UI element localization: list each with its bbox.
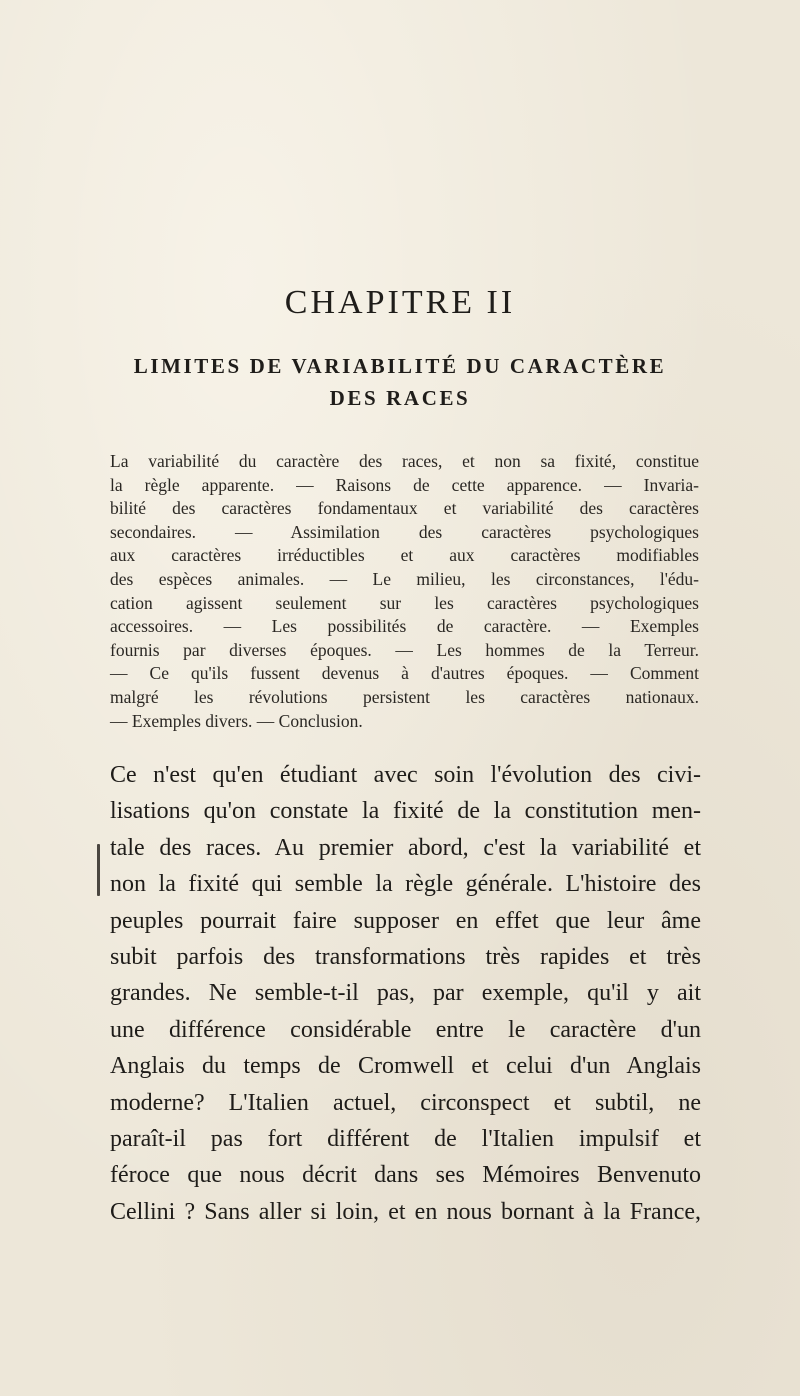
summary-line: — Exemples divers. — Conclusion. (110, 710, 363, 731)
body-line: moderne? L'Italien actuel, circonspect et subtil, ne (110, 1089, 701, 1116)
body-line: une différence considérable entre le caractère d'un (110, 1016, 701, 1043)
body-line: grandes. Ne semble-t-il pas, par exemple, qu'il y ait (110, 980, 701, 1007)
chapter-summary (110, 450, 699, 733)
body-line: Cellini ? Sans aller si loin, et en nous bornant à la France, (110, 1198, 701, 1225)
body-line: féroce que nous décrit dans ses Mémoires Benvenuto (110, 1162, 701, 1189)
body-line: lisations qu'on constate la fixité de la constitution men- (110, 798, 701, 825)
summary-line: cation agissent seulement sur les caractères psychologiques (110, 592, 699, 613)
summary-line: malgré les révolutions persistent les caractères nationaux. (110, 686, 699, 707)
body-line: subit parfois des transformations très rapides et très (110, 943, 701, 970)
chapter-title-line-2: DES RACES (329, 386, 471, 410)
summary-line: aux caractères irréductibles et aux caractères modifiables (110, 545, 699, 566)
summary-line: — Ce qu'ils fussent devenus à d'autres époques. — Comment (110, 663, 699, 684)
body-line: paraît-il pas fort différent de l'Italien impulsif et (110, 1125, 701, 1152)
body-line: Ce n'est qu'en étudiant avec soin l'évolution des civi- (110, 762, 701, 788)
body-line: Anglais du temps de Cromwell et celui d'un Anglais (110, 1053, 701, 1080)
body-line: peuples pourrait faire supposer en effet que leur âme (110, 907, 701, 934)
summary-line: la règle apparente. — Raisons de cette apparence. — Invaria- (110, 474, 699, 495)
body-line: tale des races. Au premier abord, c'est la variabilité et (110, 834, 701, 861)
summary-line: des espèces animales. — Le milieu, les circonstances, l'édu- (110, 568, 699, 589)
summary-line: secondaires. — Assimilation des caractères psychologiques (110, 521, 699, 542)
summary-line: accessoires. — Les possibilités de caractère. — Exemples (110, 616, 699, 637)
body-paragraph (110, 757, 701, 1230)
summary-line: fournis par diverses époques. — Les hommes de la Terreur. (110, 639, 699, 660)
summary-line: La variabilité du caractère des races, et non sa fixité, constitue (110, 451, 699, 471)
margin-mark (97, 844, 100, 896)
body-line: non la fixité qui semble la règle générale. L'histoire des (110, 871, 701, 898)
chapter-title-line-1: LIMITES DE VARIABILITÉ DU CARACTÈRE (133, 354, 667, 378)
chapter-number: CHAPITRE II (284, 284, 516, 321)
summary-line: bilité des caractères fondamentaux et variabilité des caractères (110, 498, 699, 519)
